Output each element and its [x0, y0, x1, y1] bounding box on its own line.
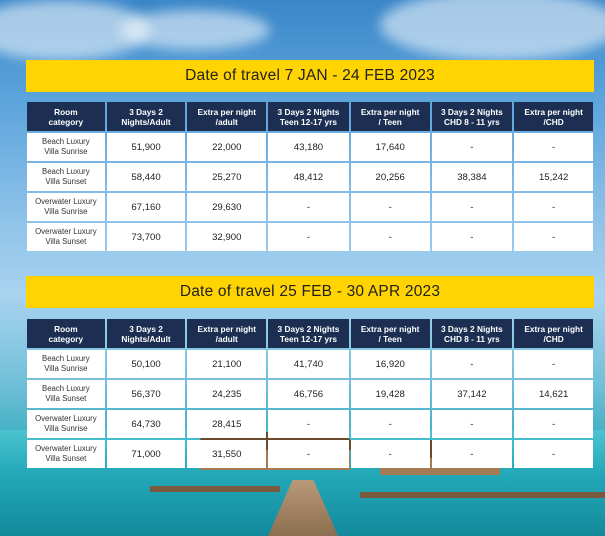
price-cell: -: [268, 410, 349, 438]
column-header: Extra per night /adult: [187, 319, 266, 348]
price-cell: 58,440: [107, 163, 186, 191]
price-cell: 48,412: [268, 163, 349, 191]
price-cell: -: [432, 133, 513, 161]
price-cell: 14,621: [514, 380, 593, 408]
table-row: [27, 440, 593, 468]
price-cell: 51,900: [107, 133, 186, 161]
price-cell: -: [432, 193, 513, 221]
villa-deck: [360, 492, 605, 498]
price-cell: -: [432, 410, 513, 438]
column-header: Extra per night /CHD: [514, 319, 593, 348]
price-cell: 46,756: [268, 380, 349, 408]
price-cell: 19,428: [351, 380, 430, 408]
price-cell: -: [268, 193, 349, 221]
column-header: Extra per night /CHD: [514, 102, 593, 131]
column-header: 3 Days 2 Nights Teen 12-17 yrs: [268, 102, 349, 131]
rates-table-period-1: [25, 100, 595, 253]
price-cell: 25,270: [187, 163, 266, 191]
column-header: 3 Days 2 Nights CHD 8 - 11 yrs: [432, 319, 513, 348]
column-header: Extra per night / Teen: [351, 319, 430, 348]
column-header: 3 Days 2 Nights/Adult: [107, 102, 186, 131]
price-cell: 17,640: [351, 133, 430, 161]
price-cell: -: [432, 223, 513, 251]
price-cell: -: [268, 440, 349, 468]
price-cell: 24,235: [187, 380, 266, 408]
room-category-cell: Beach Luxury Villa Sunrise: [27, 133, 105, 161]
villa-deck: [150, 486, 280, 492]
price-cell: 15,242: [514, 163, 593, 191]
room-category-cell: Overwater Luxury Villa Sunrise: [27, 193, 105, 221]
price-cell: 20,256: [351, 163, 430, 191]
column-header: 3 Days 2 Nights Teen 12-17 yrs: [268, 319, 349, 348]
column-header: 3 Days 2 Nights/Adult: [107, 319, 186, 348]
price-cell: 38,384: [432, 163, 513, 191]
sky-cloud: [120, 10, 270, 50]
room-category-cell: Beach Luxury Villa Sunrise: [27, 350, 105, 378]
price-cell: -: [514, 223, 593, 251]
table-row: [27, 223, 593, 251]
price-cell: -: [351, 193, 430, 221]
price-cell: 67,160: [107, 193, 186, 221]
price-cell: 56,370: [107, 380, 186, 408]
price-cell: -: [351, 223, 430, 251]
period-2-title: Date of travel 25 FEB - 30 APR 2023: [26, 276, 594, 308]
table-row: [27, 163, 593, 191]
period-1-title: Date of travel 7 JAN - 24 FEB 2023: [26, 60, 594, 92]
table-row: [27, 410, 593, 438]
column-header: 3 Days 2 Nights CHD 8 - 11 yrs: [432, 102, 513, 131]
table-row: [27, 193, 593, 221]
table-header-row: [27, 102, 593, 131]
price-cell: -: [351, 410, 430, 438]
price-cell: 21,100: [187, 350, 266, 378]
price-cell: 71,000: [107, 440, 186, 468]
room-category-cell: Overwater Luxury Villa Sunset: [27, 440, 105, 468]
price-cell: 16,920: [351, 350, 430, 378]
price-cell: -: [432, 440, 513, 468]
price-cell: -: [514, 193, 593, 221]
price-cell: 32,900: [187, 223, 266, 251]
rates-table-period-2: [25, 317, 595, 470]
price-cell: -: [514, 410, 593, 438]
price-cell: 73,700: [107, 223, 186, 251]
room-category-cell: Overwater Luxury Villa Sunrise: [27, 410, 105, 438]
column-header: Room category: [27, 102, 105, 131]
price-cell: 64,730: [107, 410, 186, 438]
column-header: Room category: [27, 319, 105, 348]
price-cell: -: [514, 350, 593, 378]
price-cell: -: [268, 223, 349, 251]
price-cell: -: [432, 350, 513, 378]
price-cell: 28,415: [187, 410, 266, 438]
table-row: [27, 133, 593, 161]
table-row: [27, 380, 593, 408]
column-header: Extra per night / Teen: [351, 102, 430, 131]
price-cell: 29,630: [187, 193, 266, 221]
column-header: Extra per night /adult: [187, 102, 266, 131]
price-cell: -: [351, 440, 430, 468]
price-cell: 37,142: [432, 380, 513, 408]
sky-cloud: [380, 0, 605, 60]
price-cell: 50,100: [107, 350, 186, 378]
room-category-cell: Overwater Luxury Villa Sunset: [27, 223, 105, 251]
price-cell: 43,180: [268, 133, 349, 161]
price-cell: -: [514, 133, 593, 161]
room-category-cell: Beach Luxury Villa Sunset: [27, 380, 105, 408]
price-cell: -: [514, 440, 593, 468]
price-cell: 31,550: [187, 440, 266, 468]
price-cell: 22,000: [187, 133, 266, 161]
table-header-row: [27, 319, 593, 348]
room-category-cell: Beach Luxury Villa Sunset: [27, 163, 105, 191]
table-row: [27, 350, 593, 378]
price-cell: 41,740: [268, 350, 349, 378]
